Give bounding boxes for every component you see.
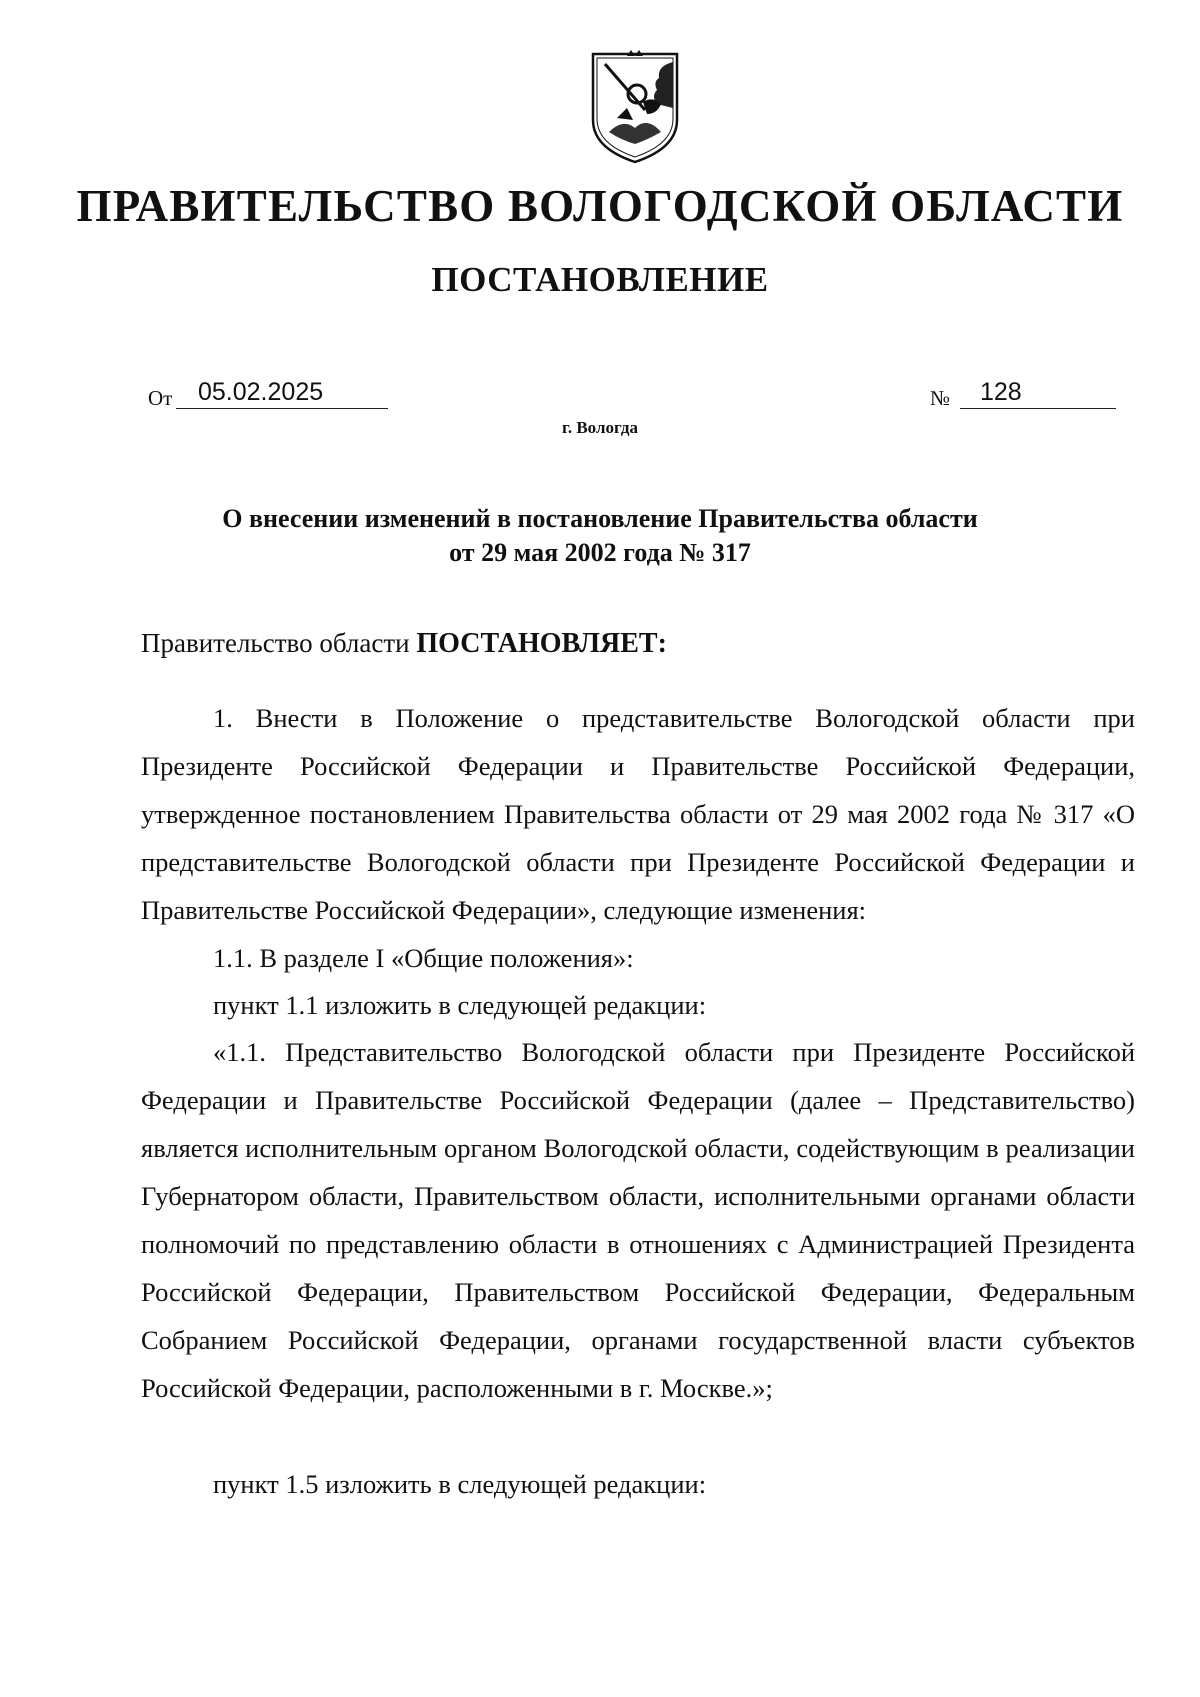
resolves-prefix: Правительство области bbox=[141, 628, 417, 658]
number-field bbox=[960, 378, 1116, 409]
paragraph-1: 1. Внести в Положение о представительстве Вологодской области при Президенте Российской Федерации и Правительстве Российской Федерации, утвержденное постановлением Правительства области от 29 мая 2002 года № 317 «О представительстве Вологодской области при Президенте Российской Федерации и Правительстве Российской Федерации», следующие изменения: bbox=[141, 703, 1135, 925]
resolves-line bbox=[141, 628, 1135, 660]
document-subject bbox=[0, 502, 1200, 570]
subject-line-1: О внесении изменений в постановление Правительства области bbox=[222, 504, 978, 533]
date-value: 05.02.2025 bbox=[198, 378, 324, 406]
paragraph-item-1-5-intro: пункт 1.5 изложить в следующей редакции: bbox=[213, 1469, 707, 1499]
resolves-word: ПОСТАНОВЛЯЕТ: bbox=[416, 628, 667, 659]
subject-line-2: от 29 мая 2002 года № 317 bbox=[449, 538, 751, 567]
paragraph-item-1-1-intro: пункт 1.1 изложить в следующей редакции: bbox=[213, 990, 707, 1020]
document-type: ПОСТАНОВЛЕНИЕ bbox=[431, 260, 769, 299]
date-field bbox=[176, 378, 388, 409]
paragraph-item-1-1-text: «1.1. Представительство Вологодской области при Президенте Российской Федерации и Правительстве Российской Федерации (далее – Представительство) является исполнительным органом Вологодской области, содействующим в реализации Губернатором области, Правительством области, исполнительными органами области полномочий по представлению области в отношениях с Администрацией Президента Российской Федерации, Правительством Российской Федерации, Федеральным Собранием Российской Федерации, органами государственной власти субъектов Российской Федерации, расположенными в г. Москве.»; bbox=[141, 1037, 1135, 1403]
paragraph-1-1: 1.1. В разделе I «Общие положения»: bbox=[213, 943, 634, 973]
date-label: От bbox=[148, 386, 173, 410]
date-row bbox=[148, 378, 324, 411]
number-value: 128 bbox=[980, 378, 1022, 406]
number-row bbox=[930, 378, 1022, 411]
city-label: г. Вологда bbox=[562, 418, 638, 437]
number-label: № bbox=[930, 386, 951, 410]
coat-of-arms-icon bbox=[587, 48, 683, 166]
government-title: ПРАВИТЕЛЬСТВО ВОЛОГОДСКОЙ ОБЛАСТИ bbox=[76, 181, 1124, 231]
